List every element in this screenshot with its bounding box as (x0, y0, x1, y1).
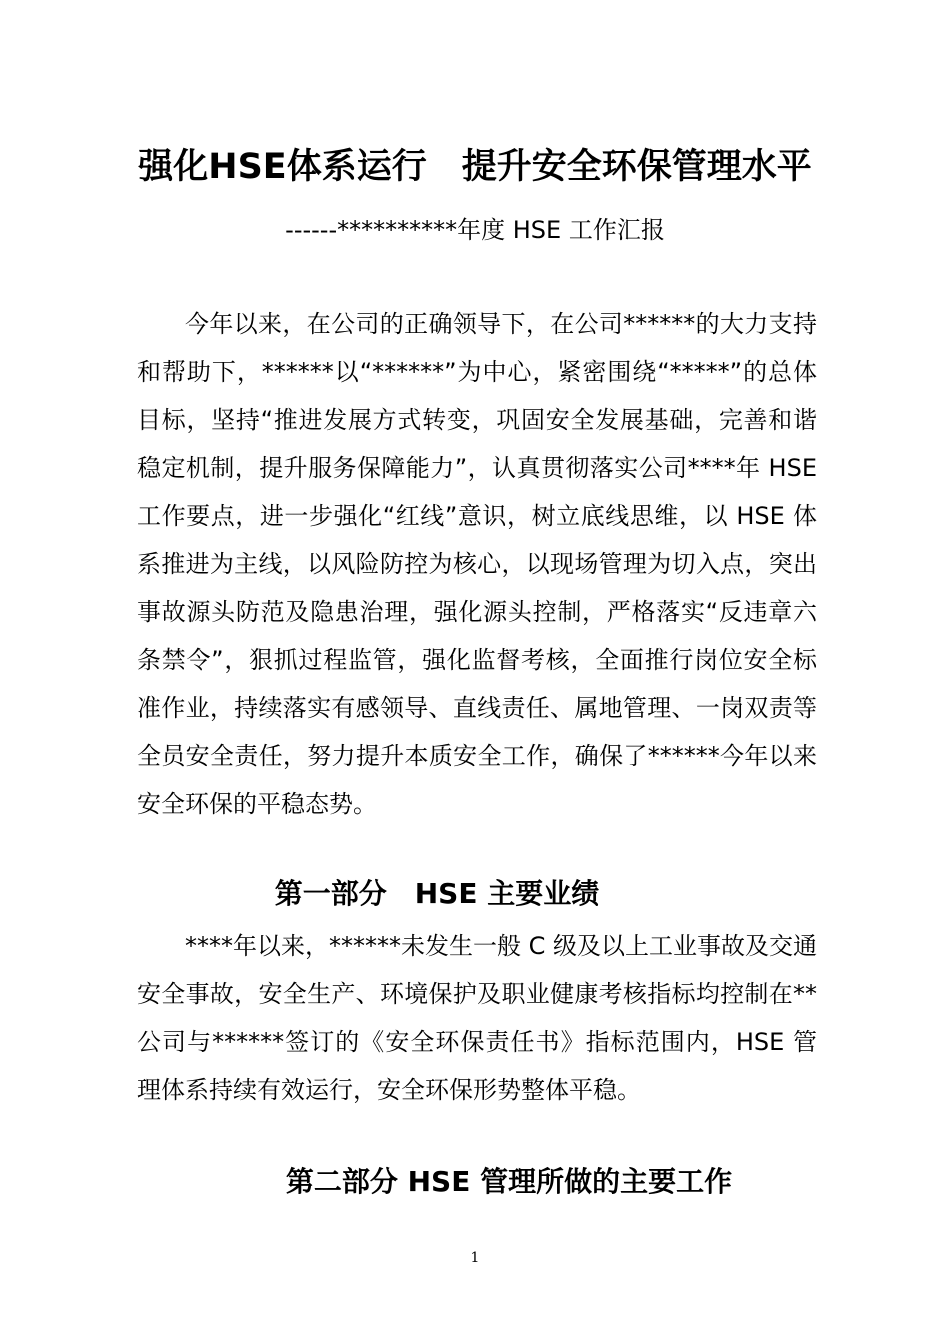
document-title: 强化HSE体系运行 提升安全环保管理水平 (138, 147, 812, 187)
intro-paragraph: 今年以来，在公司的正确领导下，在公司******的大力支持和帮助下，******以“******”为中心，紧密围绕“*****”的总体目标，坚持“推进发展方式转变，巩固安全发展基础，完善和谐稳定机制，提升服务保障能力”，认真贯彻落实公司****年 HSE 工作要点，进一步强化“红线”意识，树立底线思维，以 HSE 体系推进为主线，以风险防控为核心，以现场管理为切入点，突出事故源头防范及隐患治理，强化源头控制，严格落实“反违章六条禁令”，狠抓过程监管，强化监督考核，全面推行岗位安全标准作业，持续落实有感领导、直线责任、属地管理、一岗双责等全员安全责任，努力提升本质安全工作，确保了******今年以来安全环保的平稳态势。 (137, 310, 817, 818)
section-1-paragraph: ****年以来，******未发生一般 C 级及以上工业事故及交通安全事故，安全生产、环境保护及职业健康考核指标均控制在**公司与******签订的《安全环保责任书》指标范围内，HSE 管理体系持续有效运行，安全环保形势整体平稳。 (137, 932, 818, 1104)
section-2-heading: 第二部分 HSE 管理所做的主要工作 (285, 1165, 733, 1198)
section-1-heading: 第一部分 HSE 主要业绩 (274, 877, 600, 910)
document-subtitle: ------**********年度 HSE 工作汇报 (285, 216, 665, 244)
page-number: 1 (470, 1250, 480, 1266)
